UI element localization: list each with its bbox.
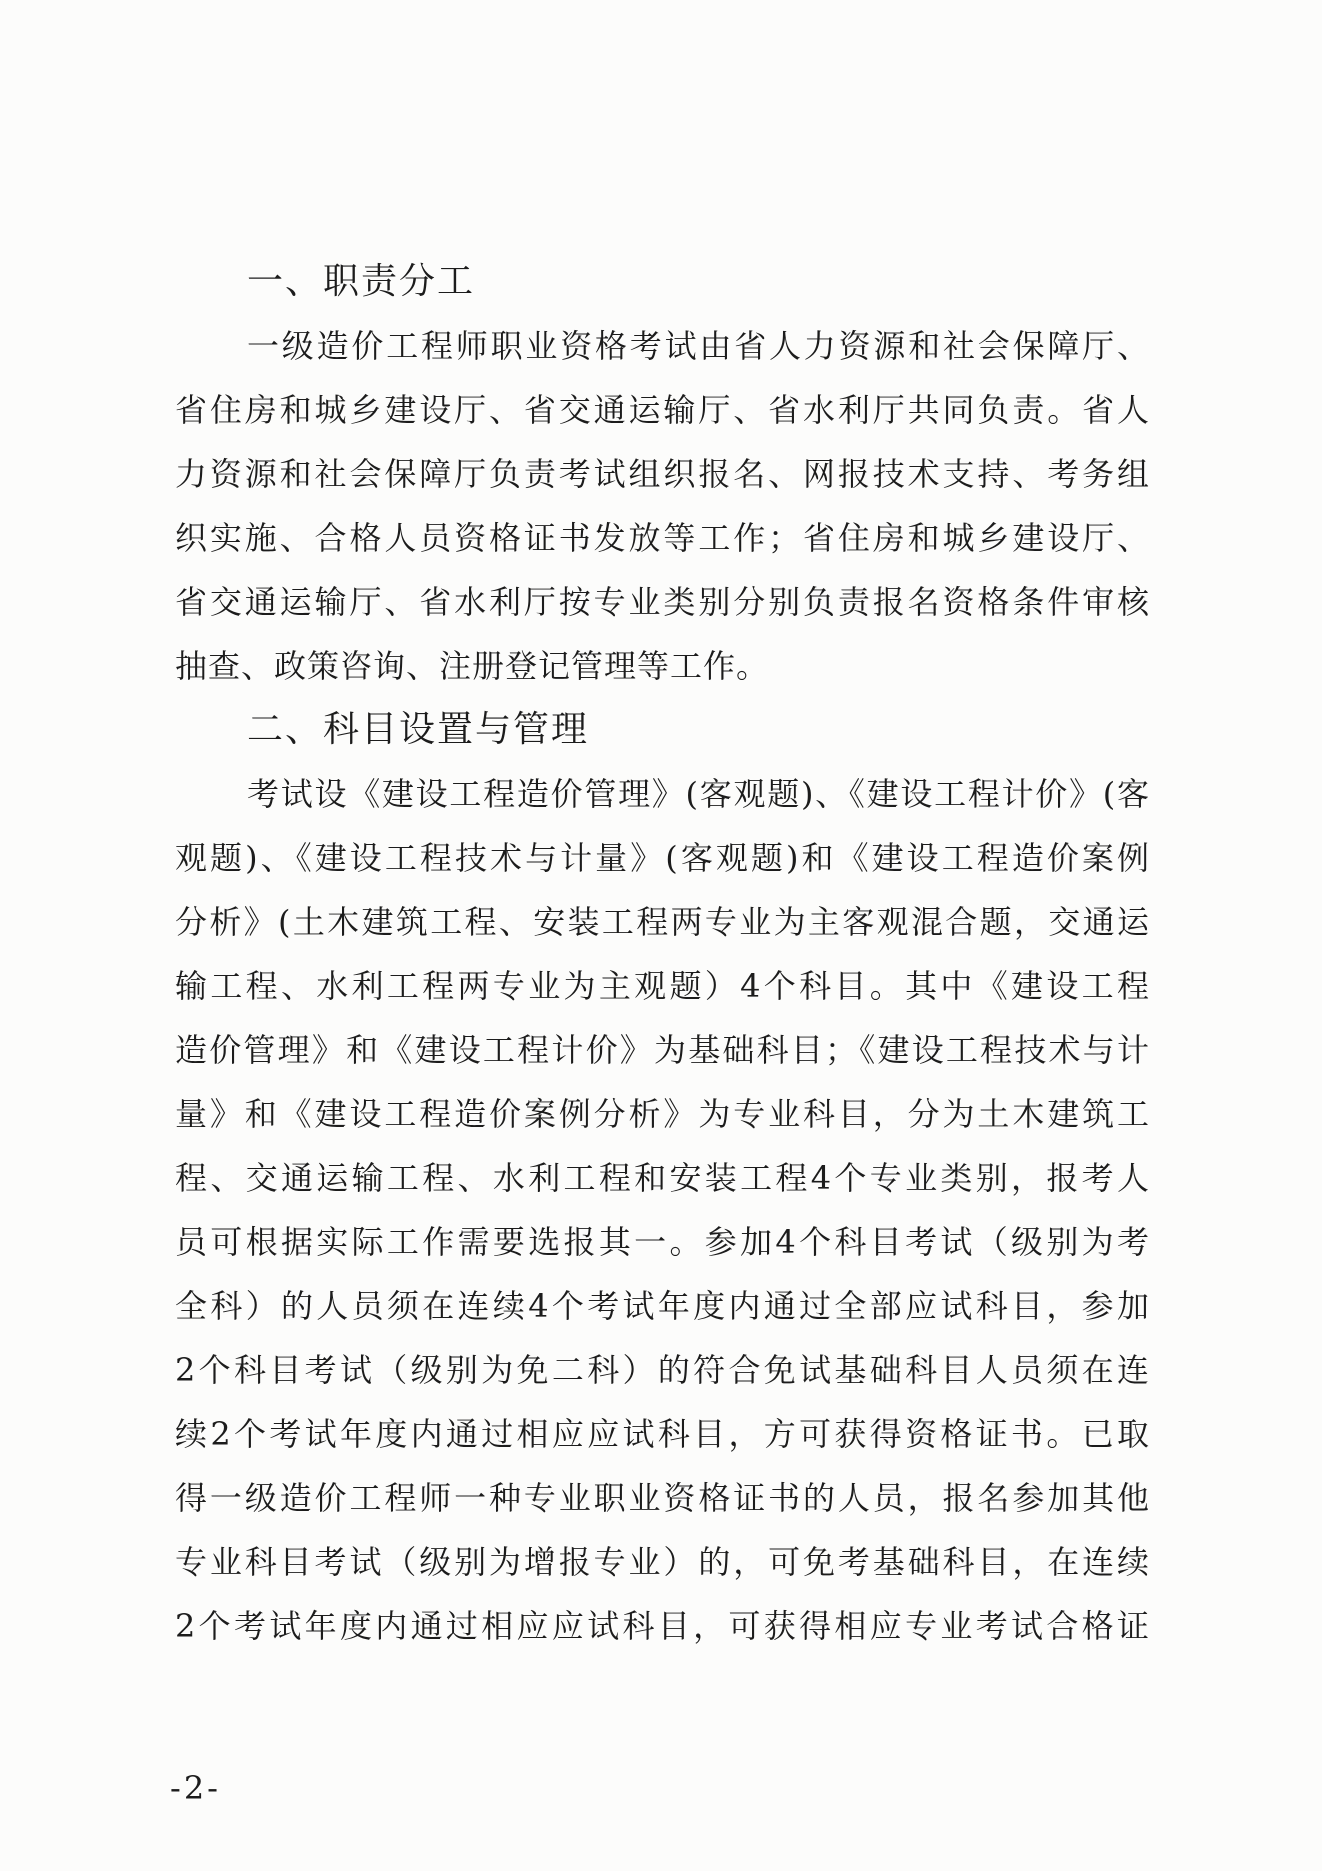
paragraph-line: 分析》(土木建筑工程、安装工程两专业为主客观混合题，交通运 — [175, 903, 1150, 941]
paragraph-duties — [175, 314, 1150, 698]
paragraph-line: 2个考试年度内通过相应应试科目，可获得相应专业考试合格证 — [175, 1607, 1150, 1645]
paragraph-line: 造价管理》和《建设工程计价》为基础科目；《建设工程技术与计 — [175, 1031, 1150, 1069]
paragraph-line: 续2个考试年度内通过相应应试科目，方可获得资格证书。已取 — [175, 1415, 1150, 1453]
paragraph-line: 抽查、政策咨询、注册登记管理等工作。 — [175, 647, 770, 685]
paragraph-line: 织实施、合格人员资格证书发放等工作；省住房和城乡建设厅、 — [175, 519, 1150, 557]
paragraph-line: 量》和《建设工程造价案例分析》为专业科目，分为土木建筑工 — [175, 1095, 1150, 1133]
paragraph-line: 省住房和城乡建设厅、省交通运输厅、省水利厅共同负责。省人 — [175, 391, 1150, 429]
paragraph-line: 力资源和社会保障厅负责考试组织报名、网报技术支持、考务组 — [175, 455, 1150, 493]
paragraph-line: 全科）的人员须在连续4个考试年度内通过全部应试科目，参加 — [175, 1287, 1150, 1325]
paragraph-line: 一级造价工程师职业资格考试由省人力资源和社会保障厅、 — [247, 327, 1150, 365]
paragraph-line: 员可根据实际工作需要选报其一。参加4个科目考试（级别为考 — [175, 1223, 1150, 1261]
document-body — [175, 250, 1150, 1658]
paragraph-line: 程、交通运输工程、水利工程和安装工程4个专业类别，报考人 — [175, 1159, 1150, 1197]
paragraph-line: 考试设《建设工程造价管理》(客观题)、《建设工程计价》(客 — [247, 775, 1150, 813]
paragraph-line: 省交通运输厅、省水利厅按专业类别分别负责报名资格条件审核 — [175, 583, 1150, 621]
paragraph-line: 2个科目考试（级别为免二科）的符合免试基础科目人员须在连 — [175, 1351, 1150, 1389]
paragraph-line: 观题)、《建设工程技术与计量》(客观题)和《建设工程造价案例 — [175, 839, 1150, 877]
paragraph-subjects — [175, 762, 1150, 1658]
page-number: -2- — [170, 1769, 221, 1807]
paragraph-line: 输工程、水利工程两专业为主观题）4个科目。其中《建设工程 — [175, 967, 1150, 1005]
paragraph-line: 专业科目考试（级别为增报专业）的，可免考基础科目，在连续 — [175, 1543, 1150, 1581]
paragraph-line: 得一级造价工程师一种专业职业资格证书的人员，报名参加其他 — [175, 1479, 1150, 1517]
section-heading-duties: 一、职责分工 — [247, 261, 476, 302]
section-heading-subjects: 二、科目设置与管理 — [247, 709, 590, 750]
